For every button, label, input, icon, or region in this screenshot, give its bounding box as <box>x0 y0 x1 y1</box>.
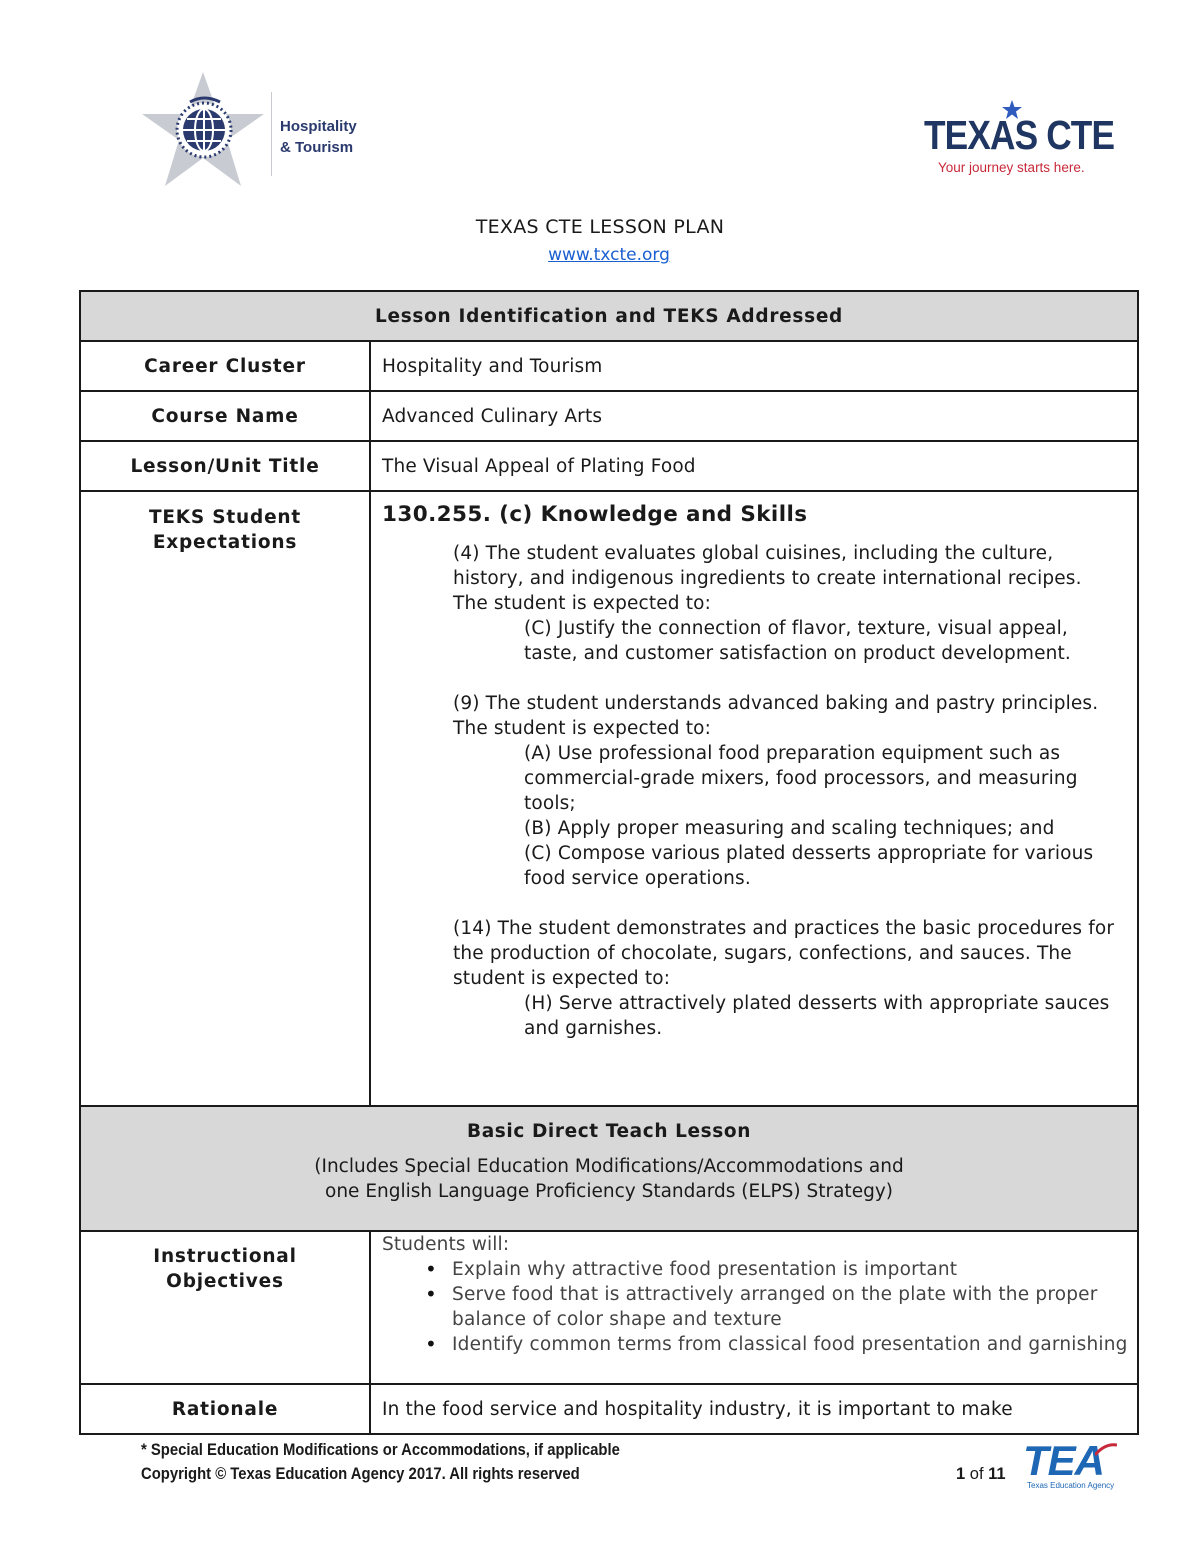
tea-swoosh-icon <box>1095 1443 1117 1457</box>
objectives-list <box>382 1257 1137 1357</box>
lesson-plan-table <box>79 290 1139 1435</box>
table-row <box>80 391 1138 441</box>
logo-text-line2: & Tourism <box>280 139 354 156</box>
logo-text-line1: Hospitality <box>280 118 357 135</box>
page-of: of <box>969 1465 984 1483</box>
standard-4 <box>453 541 1117 666</box>
standard-sub: (A) Use professional food preparation equipment such as commercial-grade mixers, food processors, and measuring tools; <box>524 743 1078 814</box>
list-item: • Serve food that is attractively arranged on the plate with the proper balance of color shape and texture <box>382 1282 1137 1332</box>
page-title: TEXAS CTE LESSON PLAN <box>475 216 725 238</box>
rationale-row <box>80 1384 1138 1434</box>
row-value: Hospitality and Tourism <box>370 341 1138 391</box>
objectives-label-line2: Objectives <box>166 1271 284 1292</box>
teks-label-line2: Expectations <box>152 532 298 553</box>
objectives-intro: Students will: <box>382 1234 510 1255</box>
list-item: • Identify common terms from classical food presentation and garnishing <box>382 1332 1137 1357</box>
standard-text: (14) The student demonstrates and practices the basic procedures for the production of chocolate, sugars, confections, and sauces. The student is expected to: <box>453 918 1115 989</box>
standard-9 <box>453 691 1117 891</box>
texas-cte-tagline: Your journey starts here. <box>938 160 1085 175</box>
footnote: * Special Education Modifications or Accommodations, if applicable <box>141 1441 620 1459</box>
section-header-direct-teach <box>80 1106 1138 1231</box>
section-subtitle-line2: one English Language Proficiency Standards (ELPS) Strategy) <box>325 1181 893 1202</box>
section-title: Basic Direct Teach Lesson <box>467 1121 751 1142</box>
row-label: Career Cluster <box>80 341 370 391</box>
teks-row <box>80 491 1138 1106</box>
copyright: Copyright © Texas Education Agency 2017. All rights reserved <box>141 1465 580 1483</box>
objectives-label-line1: Instructional <box>153 1246 297 1267</box>
page-total: 11 <box>988 1465 1006 1483</box>
teks-heading: 130.255. (c) Knowledge and Skills <box>382 502 808 527</box>
website-link[interactable]: www.txcte.org <box>548 245 670 265</box>
section-header-identification: Lesson Identification and TEKS Addressed <box>80 291 1138 341</box>
row-value: Advanced Culinary Arts <box>370 391 1138 441</box>
teks-label-line1: TEKS Student <box>148 507 302 528</box>
table-row <box>80 341 1138 391</box>
tea-wordmark: TEA <box>1023 1437 1104 1484</box>
tea-logo <box>1023 1437 1123 1493</box>
row-value: The Visual Appeal of Plating Food <box>370 441 1138 491</box>
rationale-value: In the food service and hospitality industry, it is important to make <box>370 1384 1138 1434</box>
hospitality-tourism-logo <box>138 72 368 190</box>
standard-sub: (C) Compose various plated desserts appropriate for various food service operations. <box>524 843 1094 889</box>
standard-text: (9) The student understands advanced baking and pastry principles. The student is expected to: <box>453 693 1099 739</box>
standard-text: (4) The student evaluates global cuisines, including the culture, history, and indigenous ingredients to create international recipes. The student is expected to: <box>453 543 1082 614</box>
rationale-label: Rationale <box>80 1384 370 1434</box>
star-globe-icon <box>138 72 268 190</box>
objectives-row <box>80 1231 1138 1384</box>
section-subtitle-line1: (Includes Special Education Modifications/Accommodations and <box>314 1156 904 1177</box>
row-label: Lesson/Unit Title <box>80 441 370 491</box>
standard-sub: (H) Serve attractively plated desserts with appropriate sauces and garnishes. <box>524 993 1110 1039</box>
standard-sub: (C) Justify the connection of flavor, texture, visual appeal, taste, and customer satisfaction on product development. <box>524 618 1071 664</box>
standard-14 <box>453 916 1117 1041</box>
list-item: • Explain why attractive food presentation is important <box>382 1257 1137 1282</box>
tea-subtitle: Texas Education Agency <box>1027 1481 1115 1490</box>
page-current: 1 <box>956 1465 966 1483</box>
page-number <box>956 1465 1006 1484</box>
texas-cte-logo <box>918 98 1118 180</box>
standard-sub: (B) Apply proper measuring and scaling techniques; and <box>524 818 1055 839</box>
texas-cte-wordmark: TEXAS CTE <box>924 112 1115 158</box>
table-row <box>80 441 1138 491</box>
row-label: Course Name <box>80 391 370 441</box>
